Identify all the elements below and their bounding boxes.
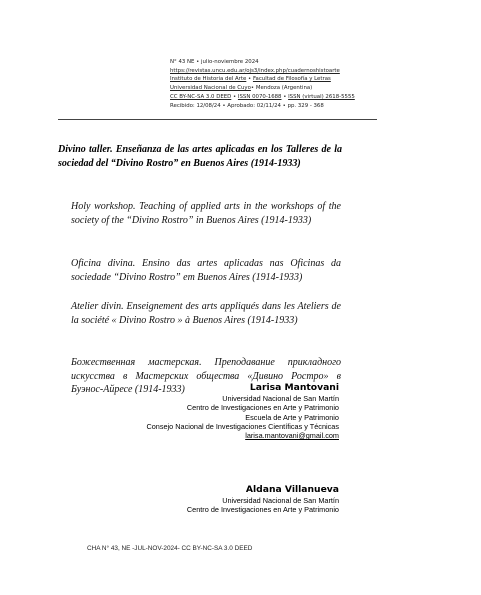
faculty-link[interactable]: Facultad de Filosofía y Letras (252, 76, 331, 83)
article-title-spanish: Divino taller. Enseñanza de las artes aplicadas en los Talleres de la sociedad del “Divino Rostro” en Buenos Aires (1914-1933) (58, 144, 342, 169)
author-affiliation: Universidad Nacional de San Martín (222, 496, 339, 505)
header-divider (58, 119, 377, 120)
license-link[interactable]: CC BY-NC-SA 3.0 DEED (170, 93, 232, 100)
issue-line: N° 43 NE • julio-noviembre 2024 (170, 59, 259, 65)
author-email-link[interactable]: larisa.mantovani@gmail.com (245, 431, 339, 441)
journal-metadata (170, 58, 410, 110)
institute-link[interactable]: Instituto de Historia del Arte (170, 76, 247, 83)
dates-line: Recibido: 12/08/24 • Aprobado: 02/11/24 • pp. 329 - 368 (170, 102, 324, 109)
article-title-english: Holy workshop. Teaching of applied arts in the workshops of the society of the “Divino Rostro” in Buenos Aires (1914-1933) (71, 201, 341, 226)
issn-virtual-link[interactable]: ISSN (virtual) 2618-5555 (288, 93, 355, 100)
university-line: Universidad Nacional de Cuyo• Mendoza (Argentina) (170, 85, 313, 92)
license-line: CC BY-NC-SA 3.0 DEED • ISSN 0070-1688 • ISSN (virtual) 2618-5555 (170, 93, 355, 100)
author-block-1 (146, 381, 339, 440)
article-title-french: Atelier divin. Enseignement des arts appliqués dans les Ateliers de la société « Divino Rostro » à Buenos Aires (1914-1933) (71, 301, 341, 326)
issn-link[interactable]: ISSN 0070-1688 (237, 93, 282, 100)
article-title-russian: Божественная мастерская. Преподавание прикладного искусства в Мастерских общества «Дивино Ростро» в Буэнос-Айресе (1914-1933) (71, 357, 341, 396)
location-text: Mendoza (Argentina) (255, 85, 313, 92)
author-name: Aldana Villanueva (245, 484, 339, 495)
page-footer: CHA N° 43, NE -JUL-NOV-2024- CC BY-NC-SA 3.0 DEED (87, 545, 253, 552)
author-affiliation: Consejo Nacional de Investigaciones Científicas y Técnicas (146, 421, 339, 431)
university-link[interactable]: Universidad Nacional de Cuyo (170, 85, 251, 92)
author-affiliation: Escuela de Arte y Patrimonio (245, 412, 339, 422)
journal-url-link[interactable]: https://revistas.uncu.edu.ar/ojs3/index.php/cuadernoshistoarte (170, 67, 340, 74)
author-affiliation: Centro de Investigaciones en Arte y Patrimonio (186, 505, 339, 515)
author-block-2 (187, 483, 339, 515)
author-affiliation: Centro de Investigaciones en Arte y Patrimonio (186, 403, 339, 413)
article-title-portuguese: Oficina divina. Ensino das artes aplicadas nas Oficinas da sociedade “Divino Rostro” em Buenos Aires (1914-1933) (71, 258, 341, 283)
institute-line: Instituto de Historia del Arte • Facultad de Filosofía y Letras (170, 76, 331, 83)
author-affiliation: Universidad Nacional de San Martín (222, 394, 339, 403)
author-name: Larisa Mantovani (249, 382, 339, 393)
